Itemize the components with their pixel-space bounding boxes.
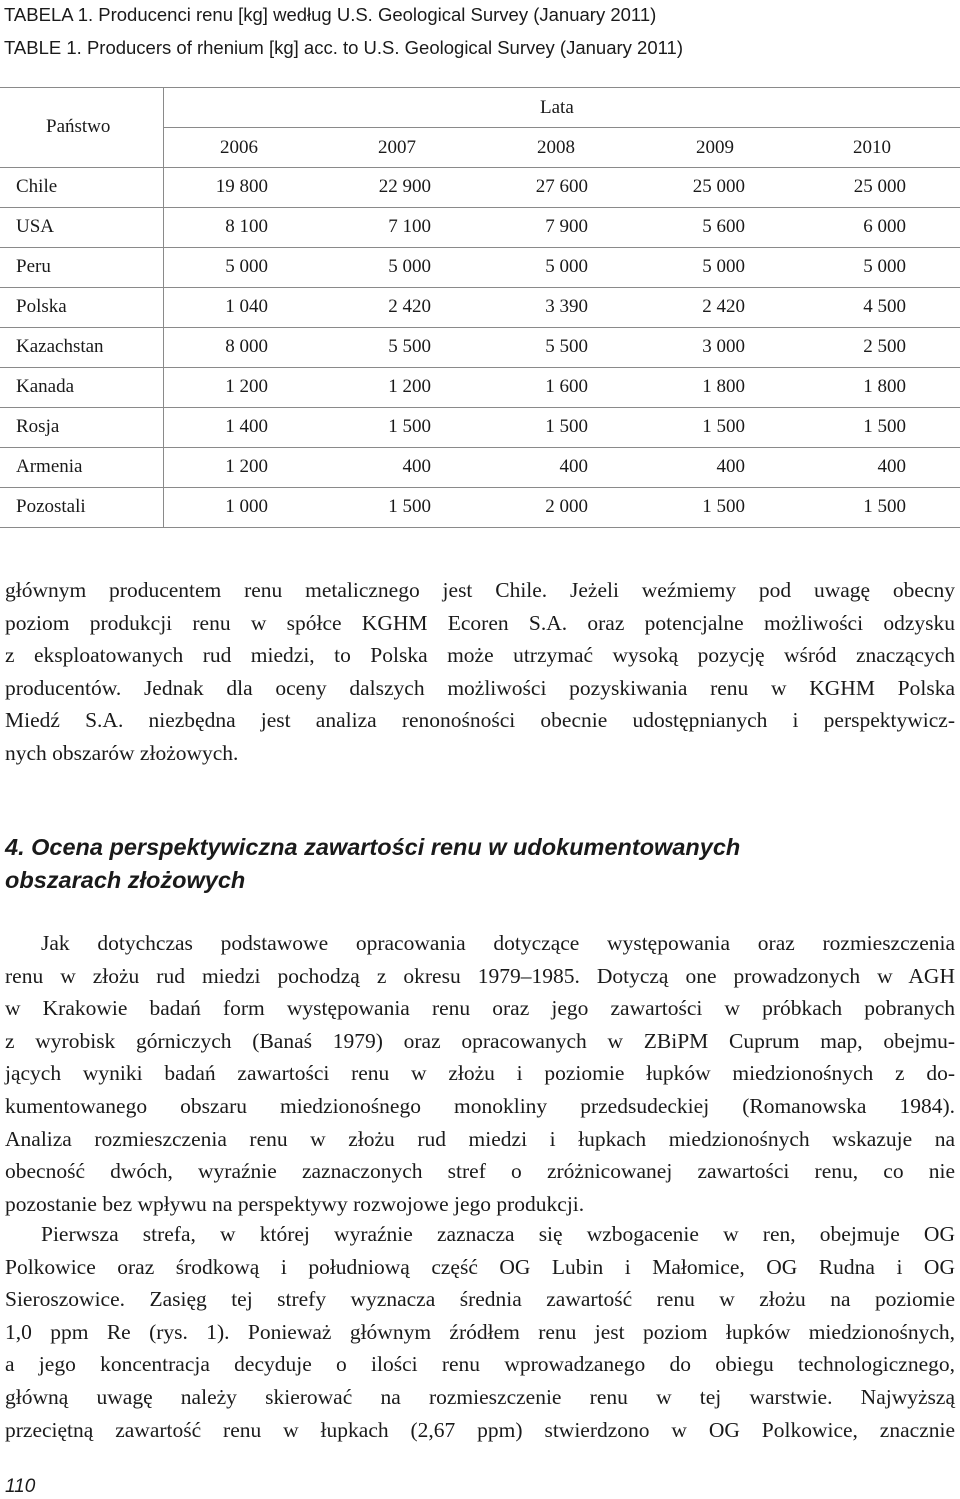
header-year-2010: 2010 <box>853 137 891 158</box>
text-line: z wyrobisk górniczych (Banaś 1979) oraz opracowanych w ZBiPM Cuprum map, obejmu- <box>5 1028 955 1053</box>
section-heading-line: 4. Ocena perspektywiczna zawartości renu w udokumentowanych <box>5 834 741 860</box>
text-line: kumentowanego obszaru miedzionośnego monokliny przedsudeckiej (Romanowska 1984). <box>5 1093 955 1118</box>
table-cell-value: 27 600 <box>535 176 588 197</box>
table-cell-country: Peru <box>16 256 51 277</box>
table-cell-value: 25 000 <box>853 176 906 197</box>
text-line: obecność dwóch, wyraźnie zaznaczonych stref o zróżnicowanej zawartości renu, co nie <box>5 1159 955 1184</box>
text-line: poziom produkcji renu w spółce KGHM Ecoren S.A. oraz potencjalne możliwości odzysku <box>5 610 955 635</box>
page-number: 110 <box>5 1476 36 1497</box>
table-cell-value: 1 200 <box>225 376 268 397</box>
table-cell-value: 1 800 <box>863 376 906 397</box>
table-cell-value: 1 500 <box>863 496 906 517</box>
table-cell-value: 2 000 <box>545 496 588 517</box>
header-year-2006: 2006 <box>220 137 258 158</box>
table-cell-value: 400 <box>402 456 431 477</box>
table-cell-value: 3 000 <box>702 336 745 357</box>
table-cell-value: 8 100 <box>225 216 268 237</box>
paragraph-chile-summary <box>5 574 955 770</box>
table-cell-value: 1 500 <box>702 416 745 437</box>
years-header-rule <box>163 127 960 128</box>
table-cell-value: 19 800 <box>215 176 268 197</box>
text-line: renu w złożu rud miedzi pochodzą z okresu 1979–1985. Dotyczą one prowadzonych w AGH <box>5 963 955 988</box>
text-line: przeciętną zawartość renu w łupkach (2,67 ppm) stwierdzono w OG Polkowice, znacznie <box>5 1417 955 1442</box>
table-top-rule <box>0 87 960 88</box>
table-cell-value: 2 500 <box>863 336 906 357</box>
table-cell-value: 5 000 <box>225 256 268 277</box>
table-cell-value: 1 400 <box>225 416 268 437</box>
text-line: jących wyniki badań zawartości renu w złożu i poziomie łupków miedzionośnych z do- <box>5 1061 955 1086</box>
text-line: Analiza rozmieszczenia renu w złożu rud miedzi i łupkach miedzionośnych wskazuje na <box>5 1126 955 1151</box>
text-line: głównym producentem renu metalicznego jest Chile. Jeżeli weźmiemy pod uwagę obecny <box>5 578 955 602</box>
text-line: a jego koncentracja decyduje o ilości renu wprowadzanego do obiegu technologicznego, <box>5 1352 955 1377</box>
table-cell-value: 1 200 <box>225 456 268 477</box>
text-line: Pierwsza strefa, w której wyraźnie zaznacza się wzbogacenie w ren, obejmuje OG <box>41 1222 955 1246</box>
text-line: Polkowice oraz środkową i południową część OG Lubin i Małomice, OG Rudna i OG <box>5 1254 955 1279</box>
text-line: nych obszarów złożowych. <box>5 740 239 765</box>
table-cell-value: 1 500 <box>545 416 588 437</box>
text-line: Jak dotychczas podstawowe opracowania dotyczące występowania oraz rozmieszczenia <box>41 931 955 955</box>
text-line: producentów. Jednak dla oceny dalszych możliwości pozyskiwania renu w KGHM Polska <box>5 675 955 700</box>
header-year-2007: 2007 <box>378 137 416 158</box>
table-cell-country: Polska <box>16 296 67 317</box>
table-cell-value: 6 000 <box>863 216 906 237</box>
table-cell-value: 25 000 <box>692 176 745 197</box>
section-heading <box>5 831 740 897</box>
table-cell-value: 1 200 <box>388 376 431 397</box>
paragraph-studies <box>5 927 955 1220</box>
paragraph-first-zone <box>5 1218 955 1446</box>
header-country: Państwo <box>46 116 111 137</box>
table-cell-value: 1 600 <box>545 376 588 397</box>
table-cell-value: 5 000 <box>545 256 588 277</box>
table-cell-value: 2 420 <box>702 296 745 317</box>
table-cell-value: 1 500 <box>388 416 431 437</box>
text-line: Miedź S.A. niezbędna jest analiza renonośności obecnie udostępnianych i perspektywicz- <box>5 708 955 733</box>
text-line: Sieroszowice. Zasięg tej strefy wyznacza średnia zawartość renu w złożu na poziomie <box>5 1287 955 1312</box>
row-rule <box>0 207 960 208</box>
table-cell-value: 1 500 <box>863 416 906 437</box>
row-rule <box>0 247 960 248</box>
row-rule <box>0 527 960 528</box>
text-line: 1,0 ppm Re (rys. 1). Ponieważ głównym źródłem renu jest poziom łupków miedzionośnych, <box>5 1319 955 1344</box>
table-cell-value: 400 <box>877 456 906 477</box>
table-cell-value: 1 500 <box>702 496 745 517</box>
text-line: w Krakowie badań form występowania renu oraz jego zawartości w próbkach pobranych <box>5 996 955 1021</box>
table-cell-value: 1 040 <box>225 296 268 317</box>
table-cell-country: Kazachstan <box>16 336 104 357</box>
table-cell-value: 5 000 <box>863 256 906 277</box>
table-cell-value: 5 600 <box>702 216 745 237</box>
row-rule <box>0 287 960 288</box>
table-cell-value: 1 500 <box>388 496 431 517</box>
header-year-2008: 2008 <box>537 137 575 158</box>
table-cell-value: 5 000 <box>388 256 431 277</box>
table-cell-country: Armenia <box>16 456 83 477</box>
row-rule <box>0 367 960 368</box>
text-line: główną uwagę należy skierować na rozmieszczenie renu w tej warstwie. Najwyższą <box>5 1384 955 1409</box>
row-rule <box>0 487 960 488</box>
table-cell-country: Kanada <box>16 376 75 397</box>
header-years: Lata <box>540 97 574 118</box>
table-cell-value: 1 800 <box>702 376 745 397</box>
text-line: pozostanie bez wpływu na perspektywy rozwojowe jego produkcji. <box>5 1191 585 1216</box>
table-cell-value: 7 900 <box>545 216 588 237</box>
table-cell-value: 22 900 <box>378 176 431 197</box>
row-rule <box>0 327 960 328</box>
table-cell-value: 8 000 <box>225 336 268 357</box>
table-cell-value: 4 500 <box>863 296 906 317</box>
section-heading-line: obszarach złożowych <box>5 867 246 893</box>
table-cell-value: 5 500 <box>545 336 588 357</box>
table-caption-polish: TABELA 1. Producenci renu [kg] według U.S. Geological Survey (January 2011) <box>4 4 657 25</box>
table-cell-country: Rosja <box>16 416 60 437</box>
table-cell-value: 400 <box>559 456 588 477</box>
text-line: z eksploatowanych rud miedzi, to Polska może utrzymać wysoką pozycję wśród znaczących <box>5 643 955 668</box>
table-cell-value: 7 100 <box>388 216 431 237</box>
rhenium-producers-table <box>0 87 960 527</box>
table-cell-country: Chile <box>16 176 58 197</box>
table-cell-value: 400 <box>716 456 745 477</box>
table-cell-value: 3 390 <box>545 296 588 317</box>
table-cell-value: 1 000 <box>225 496 268 517</box>
table-caption-english: TABLE 1. Producers of rhenium [kg] acc. to U.S. Geological Survey (January 2011) <box>4 37 683 58</box>
table-cell-value: 5 500 <box>388 336 431 357</box>
table-cell-value: 5 000 <box>702 256 745 277</box>
row-rule <box>0 447 960 448</box>
table-cell-country: Pozostali <box>16 496 86 517</box>
table-cell-country: USA <box>16 216 55 237</box>
header-bottom-rule <box>0 167 960 168</box>
table-cell-value: 2 420 <box>388 296 431 317</box>
row-rule <box>0 407 960 408</box>
header-year-2009: 2009 <box>696 137 734 158</box>
